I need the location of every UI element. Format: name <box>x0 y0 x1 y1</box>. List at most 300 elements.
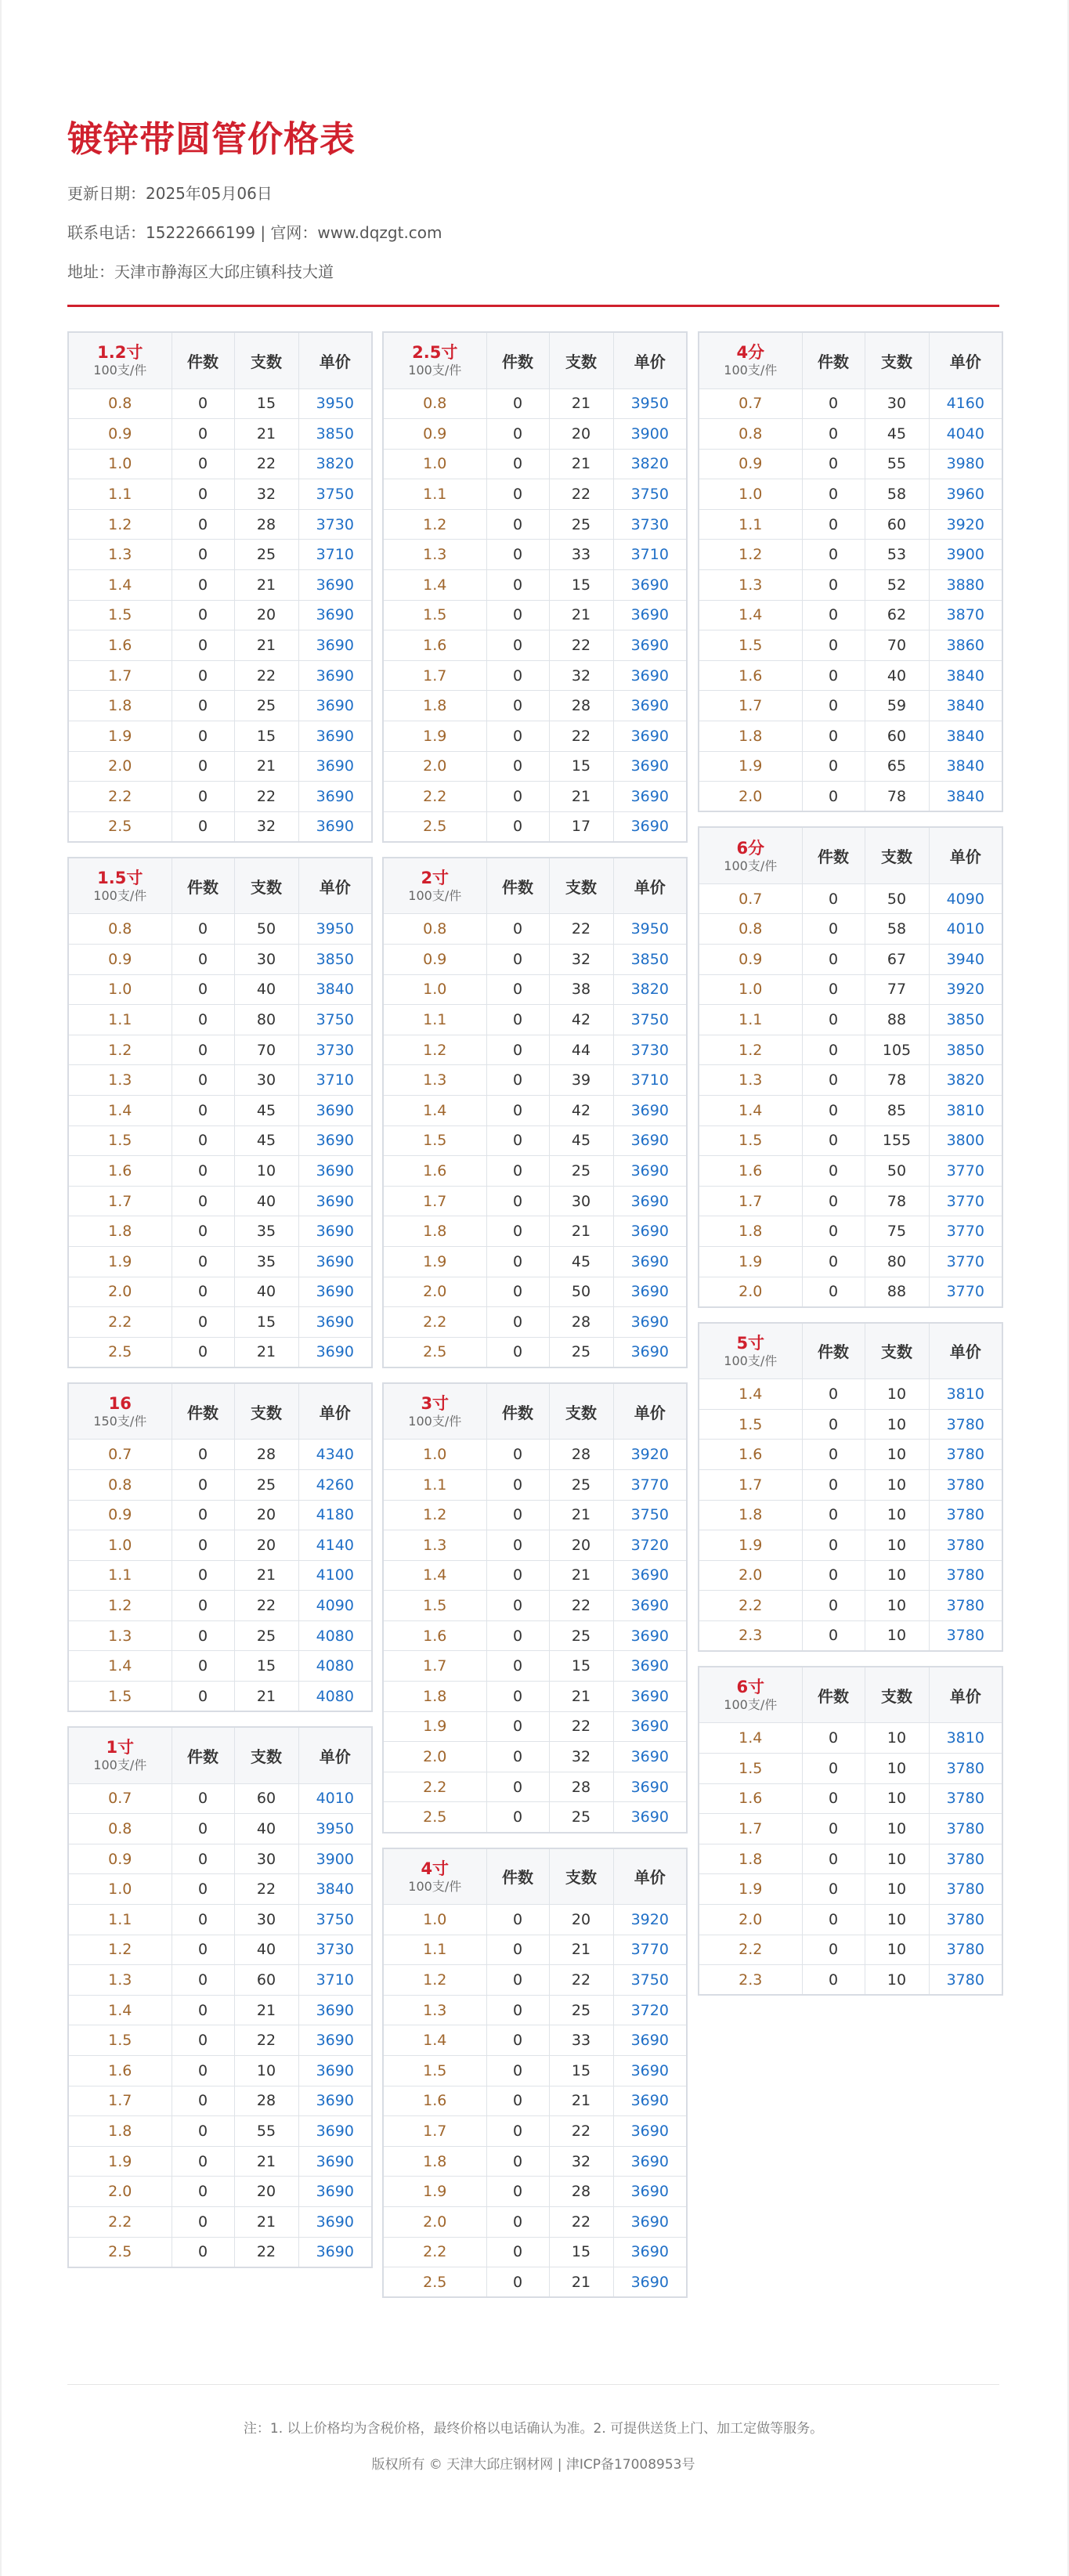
piece-count-cell: 0 <box>802 419 865 450</box>
stick-count-cell: 28 <box>549 1772 613 1802</box>
piece-count-cell: 0 <box>172 1905 234 1935</box>
stick-count-cell: 32 <box>549 945 613 975</box>
piece-count-cell: 0 <box>802 1591 865 1621</box>
table-row <box>68 1277 372 1307</box>
stick-count-cell: 10 <box>865 1905 929 1935</box>
price-table <box>382 1848 688 2299</box>
stick-count-cell: 80 <box>234 1005 298 1035</box>
piece-count-cell: 0 <box>172 1277 234 1307</box>
wall-thickness-cell: 1.6 <box>699 1440 802 1470</box>
stick-count-cell: 15 <box>549 1651 613 1682</box>
unit-price-cell: 3980 <box>929 449 1002 479</box>
table-row <box>699 1905 1002 1935</box>
wall-thickness-cell: 1.4 <box>68 570 172 601</box>
wall-thickness-cell: 1.1 <box>383 1005 486 1035</box>
stick-count-cell: 33 <box>549 2025 613 2056</box>
size-header <box>699 827 802 883</box>
piece-count-cell: 0 <box>486 570 549 601</box>
unit-price-cell: 3690 <box>613 721 687 752</box>
stick-count-cell: 25 <box>234 1620 298 1651</box>
unit-price-cell: 3840 <box>929 782 1002 812</box>
piece-count-cell: 0 <box>172 1440 234 1470</box>
stick-count-cell: 21 <box>234 1560 298 1591</box>
table-row <box>699 1065 1002 1096</box>
stick-count-cell: 10 <box>865 1560 929 1591</box>
unit-price-cell: 4260 <box>298 1469 372 1500</box>
piece-count-cell: 0 <box>486 2056 549 2086</box>
table-row <box>68 1307 372 1338</box>
unit-price-cell: 3730 <box>613 1035 687 1065</box>
piece-count-cell: 0 <box>486 1742 549 1772</box>
piece-count-cell: 0 <box>172 1935 234 1965</box>
piece-count-cell: 0 <box>486 1772 549 1802</box>
wall-thickness-cell: 2.0 <box>383 1277 486 1307</box>
wall-thickness-cell: 2.0 <box>699 782 802 812</box>
wall-thickness-cell: 0.8 <box>68 1814 172 1844</box>
table-header-row <box>68 858 372 914</box>
piece-count-cell: 0 <box>486 1530 549 1561</box>
wall-thickness-cell: 0.8 <box>699 419 802 450</box>
table-row <box>68 1905 372 1935</box>
unit-price-cell: 3690 <box>298 600 372 630</box>
stick-count-cell: 15 <box>549 2056 613 2086</box>
wall-thickness-cell: 0.7 <box>68 1440 172 1470</box>
stick-count-cell: 55 <box>234 2116 298 2147</box>
wall-thickness-cell: 1.1 <box>68 1560 172 1591</box>
unit-price-cell: 4160 <box>929 388 1002 419</box>
wall-thickness-cell: 1.9 <box>68 721 172 752</box>
stick-count-cell: 10 <box>865 1440 929 1470</box>
table-row <box>68 1965 372 1996</box>
stick-count-cell: 85 <box>865 1095 929 1125</box>
stick-count-cell: 28 <box>234 1440 298 1470</box>
table-row <box>68 1186 372 1216</box>
wall-thickness-cell: 1.7 <box>68 1186 172 1216</box>
table-row <box>68 1156 372 1187</box>
stick-count-cell: 88 <box>865 1277 929 1307</box>
wall-thickness-cell: 1.6 <box>68 630 172 661</box>
wall-thickness-cell: 0.9 <box>383 419 486 450</box>
unit-price-cell: 3690 <box>298 2146 372 2177</box>
table-row <box>383 2146 687 2177</box>
stick-count-cell: 15 <box>234 1307 298 1338</box>
piece-count-cell: 0 <box>172 974 234 1005</box>
stick-count-cell: 25 <box>549 1156 613 1187</box>
table-row <box>699 1186 1002 1216</box>
piece-count-cell: 0 <box>172 660 234 691</box>
wall-thickness-cell: 0.8 <box>68 1469 172 1500</box>
unit-price-cell: 3960 <box>929 479 1002 510</box>
wall-thickness-cell: 1.6 <box>699 1783 802 1814</box>
unit-price-cell: 3690 <box>298 1186 372 1216</box>
piece-count-cell: 0 <box>486 1469 549 1500</box>
wall-thickness-cell: 1.0 <box>383 974 486 1005</box>
wall-thickness-cell: 1.5 <box>383 2056 486 2086</box>
size-header <box>383 332 486 388</box>
unit-price-cell: 3690 <box>298 1095 372 1125</box>
table-row <box>699 1469 1002 1500</box>
unit-price-cell: 3770 <box>613 1469 687 1500</box>
wall-thickness-cell: 1.2 <box>699 540 802 570</box>
wall-thickness-cell: 1.7 <box>383 1651 486 1682</box>
stick-count-cell: 58 <box>865 914 929 945</box>
wall-thickness-cell: 1.9 <box>699 751 802 782</box>
wall-thickness-cell: 2.5 <box>383 2267 486 2298</box>
piece-count-header: 件数 <box>802 1323 865 1379</box>
table-row <box>383 1620 687 1651</box>
pipe-size-name: 3寸 <box>421 1394 450 1414</box>
unit-price-cell: 3690 <box>613 1125 687 1156</box>
stick-count-cell: 40 <box>234 1186 298 1216</box>
wall-thickness-cell: 1.5 <box>68 1125 172 1156</box>
stick-count-header: 支数 <box>865 827 929 883</box>
table-row <box>68 782 372 812</box>
table-row <box>383 1711 687 1742</box>
unit-price-cell: 3750 <box>613 1005 687 1035</box>
piece-count-cell: 0 <box>486 600 549 630</box>
table-row <box>699 1440 1002 1470</box>
piece-count-header: 件数 <box>802 827 865 883</box>
wall-thickness-cell: 2.0 <box>699 1560 802 1591</box>
wall-thickness-cell: 1.4 <box>699 1723 802 1754</box>
piece-count-cell: 0 <box>802 1783 865 1814</box>
wall-thickness-cell: 1.7 <box>383 1186 486 1216</box>
unit-price-cell: 3690 <box>613 2267 687 2298</box>
wall-thickness-cell: 1.8 <box>699 1844 802 1874</box>
stick-count-cell: 60 <box>865 721 929 752</box>
wall-thickness-cell: 2.2 <box>383 2237 486 2267</box>
stick-count-cell: 10 <box>865 1723 929 1754</box>
table-row <box>699 660 1002 691</box>
table-header-row <box>699 332 1002 388</box>
wall-thickness-cell: 0.9 <box>68 419 172 450</box>
wall-thickness-cell: 0.9 <box>699 945 802 975</box>
stick-count-cell: 22 <box>549 2116 613 2147</box>
stick-count-cell: 21 <box>549 2086 613 2116</box>
wall-thickness-cell: 1.2 <box>68 509 172 540</box>
unit-price-cell: 3780 <box>929 1469 1002 1500</box>
table-row <box>699 419 1002 450</box>
piece-count-cell: 0 <box>172 600 234 630</box>
unit-price-cell: 3780 <box>929 1560 1002 1591</box>
stick-count-cell: 30 <box>234 1844 298 1874</box>
unit-price-cell: 3780 <box>929 1440 1002 1470</box>
table-row <box>68 751 372 782</box>
unit-price-cell: 3750 <box>613 1965 687 1996</box>
piece-count-cell: 0 <box>802 540 865 570</box>
stick-count-cell: 50 <box>865 883 929 914</box>
stick-count-cell: 25 <box>234 691 298 721</box>
table-row <box>68 600 372 630</box>
wall-thickness-cell: 2.5 <box>68 1337 172 1367</box>
unit-price-cell: 3820 <box>298 449 372 479</box>
table-row <box>383 691 687 721</box>
size-header <box>68 332 172 388</box>
table-row <box>383 2206 687 2237</box>
pipe-size-name: 1.5寸 <box>97 869 143 888</box>
piece-count-cell: 0 <box>486 1277 549 1307</box>
wall-thickness-cell: 2.2 <box>383 782 486 812</box>
stick-count-cell: 21 <box>549 782 613 812</box>
stick-count-cell: 10 <box>234 2056 298 2086</box>
piece-count-cell: 0 <box>486 1216 549 1247</box>
pipe-size-name: 1寸 <box>106 1738 135 1758</box>
unit-price-cell: 3780 <box>929 1500 1002 1530</box>
unit-price-cell: 3840 <box>298 1874 372 1905</box>
stick-count-cell: 62 <box>865 600 929 630</box>
wall-thickness-cell: 1.8 <box>68 1216 172 1247</box>
pipe-pack-unit: 100支/件 <box>408 1414 462 1429</box>
wall-thickness-cell: 2.0 <box>68 751 172 782</box>
unit-price-cell: 3710 <box>298 540 372 570</box>
unit-price-cell: 3690 <box>298 1216 372 1247</box>
wall-thickness-cell: 1.9 <box>699 1246 802 1277</box>
wall-thickness-cell: 0.7 <box>68 1783 172 1814</box>
pipe-size-name: 2寸 <box>421 869 450 888</box>
stick-count-cell: 60 <box>865 509 929 540</box>
stick-count-cell: 21 <box>549 1682 613 1712</box>
table-row <box>699 1723 1002 1754</box>
unit-price-cell: 3690 <box>298 1246 372 1277</box>
stick-count-cell: 42 <box>549 1005 613 1035</box>
piece-count-cell: 0 <box>172 1307 234 1338</box>
unit-price-cell: 4090 <box>298 1591 372 1621</box>
table-row <box>68 1591 372 1621</box>
stick-count-cell: 10 <box>234 1156 298 1187</box>
stick-count-cell: 45 <box>549 1125 613 1156</box>
stick-count-cell: 22 <box>234 449 298 479</box>
wall-thickness-cell: 2.5 <box>383 1802 486 1833</box>
piece-count-cell: 0 <box>172 388 234 419</box>
table-row <box>699 1591 1002 1621</box>
table-row <box>68 1035 372 1065</box>
wall-thickness-cell: 1.2 <box>383 1500 486 1530</box>
stick-count-cell: 77 <box>865 974 929 1005</box>
wall-thickness-cell: 1.5 <box>68 600 172 630</box>
table-row <box>383 1772 687 1802</box>
table-row <box>699 1500 1002 1530</box>
stick-count-header: 支数 <box>865 332 929 388</box>
unit-price-cell: 4080 <box>298 1682 372 1712</box>
wall-thickness-cell: 2.2 <box>383 1307 486 1338</box>
piece-count-cell: 0 <box>486 1711 549 1742</box>
wall-thickness-cell: 1.3 <box>383 1065 486 1096</box>
stick-count-cell: 45 <box>234 1125 298 1156</box>
unit-price-header: 单价 <box>298 332 372 388</box>
stick-count-cell: 21 <box>549 449 613 479</box>
piece-count-cell: 0 <box>802 1530 865 1561</box>
price-table <box>382 331 688 843</box>
piece-count-cell: 0 <box>802 1440 865 1470</box>
piece-count-cell: 0 <box>486 509 549 540</box>
unit-price-cell: 3820 <box>613 449 687 479</box>
wall-thickness-cell: 1.3 <box>68 1620 172 1651</box>
unit-price-cell: 4340 <box>298 1440 372 1470</box>
piece-count-cell: 0 <box>802 1620 865 1651</box>
wall-thickness-cell: 1.7 <box>699 1814 802 1844</box>
table-row <box>383 1216 687 1247</box>
unit-price-cell: 3690 <box>613 1711 687 1742</box>
stick-count-cell: 28 <box>234 509 298 540</box>
unit-price-cell: 3900 <box>613 419 687 450</box>
piece-count-cell: 0 <box>802 660 865 691</box>
unit-price-cell: 3690 <box>298 2237 372 2267</box>
piece-count-cell: 0 <box>802 1216 865 1247</box>
wall-thickness-cell: 1.1 <box>699 1005 802 1035</box>
wall-thickness-cell: 1.2 <box>699 1035 802 1065</box>
piece-count-cell: 0 <box>486 2086 549 2116</box>
table-row <box>68 2025 372 2056</box>
wall-thickness-cell: 1.2 <box>383 1035 486 1065</box>
piece-count-cell: 0 <box>172 751 234 782</box>
size-header <box>699 332 802 388</box>
table-header-row <box>699 1323 1002 1379</box>
unit-price-cell: 3850 <box>298 419 372 450</box>
piece-count-header: 件数 <box>802 1667 865 1723</box>
wall-thickness-cell: 1.5 <box>68 2025 172 2056</box>
piece-count-header: 件数 <box>172 332 234 388</box>
table-row <box>68 509 372 540</box>
piece-count-cell: 0 <box>172 1065 234 1096</box>
piece-count-cell: 0 <box>172 1874 234 1905</box>
unit-price-cell: 3690 <box>298 2177 372 2207</box>
wall-thickness-cell: 0.8 <box>383 388 486 419</box>
stick-count-cell: 10 <box>865 1500 929 1530</box>
piece-count-cell: 0 <box>172 419 234 450</box>
pipe-pack-unit: 100支/件 <box>408 1878 462 1894</box>
piece-count-cell: 0 <box>486 1035 549 1065</box>
table-row <box>383 479 687 510</box>
stick-count-cell: 38 <box>549 974 613 1005</box>
table-row <box>383 1035 687 1065</box>
piece-count-cell: 0 <box>802 1409 865 1440</box>
unit-price-cell: 3690 <box>613 1337 687 1367</box>
piece-count-header: 件数 <box>486 1848 549 1905</box>
table-row <box>699 1005 1002 1035</box>
unit-price-cell: 3690 <box>613 570 687 601</box>
unit-price-cell: 3690 <box>298 660 372 691</box>
piece-count-cell: 0 <box>486 945 549 975</box>
stick-count-cell: 21 <box>234 2206 298 2237</box>
table-row <box>68 1095 372 1125</box>
unit-price-cell: 3690 <box>613 751 687 782</box>
wall-thickness-cell: 2.5 <box>68 2237 172 2267</box>
unit-price-cell: 3850 <box>929 1035 1002 1065</box>
unit-price-cell: 3900 <box>298 1844 372 1874</box>
wall-thickness-cell: 0.8 <box>68 388 172 419</box>
piece-count-cell: 0 <box>802 1935 865 1965</box>
unit-price-cell: 3810 <box>929 1095 1002 1125</box>
pipe-pack-unit: 100支/件 <box>724 363 778 378</box>
table-row <box>383 1905 687 1935</box>
table-row <box>68 479 372 510</box>
stick-count-cell: 10 <box>865 1591 929 1621</box>
stick-count-cell: 21 <box>549 1216 613 1247</box>
stick-count-cell: 58 <box>865 479 929 510</box>
unit-price-cell: 3690 <box>298 782 372 812</box>
stick-count-cell: 20 <box>549 419 613 450</box>
wall-thickness-cell: 1.2 <box>383 509 486 540</box>
unit-price-cell: 3840 <box>929 751 1002 782</box>
piece-count-cell: 0 <box>172 2116 234 2147</box>
piece-count-cell: 0 <box>486 1965 549 1996</box>
wall-thickness-cell: 1.5 <box>699 1754 802 1784</box>
table-row <box>699 1754 1002 1784</box>
table-row <box>699 1277 1002 1307</box>
table-row <box>68 2177 372 2207</box>
piece-count-cell: 0 <box>486 540 549 570</box>
table-row <box>68 2086 372 2116</box>
piece-count-cell: 0 <box>172 2086 234 2116</box>
wall-thickness-cell: 2.0 <box>68 2177 172 2207</box>
table-row <box>383 945 687 975</box>
stick-count-cell: 22 <box>234 782 298 812</box>
wall-thickness-cell: 0.9 <box>699 449 802 479</box>
size-header <box>68 858 172 914</box>
wall-thickness-cell: 1.7 <box>699 691 802 721</box>
piece-count-cell: 0 <box>172 630 234 661</box>
piece-count-cell: 0 <box>486 811 549 842</box>
table-row <box>383 388 687 419</box>
price-table <box>698 826 1003 1307</box>
unit-price-cell: 3750 <box>298 1005 372 1035</box>
unit-price-cell: 3780 <box>929 1935 1002 1965</box>
unit-price-cell: 3900 <box>929 540 1002 570</box>
unit-price-cell: 3710 <box>613 1065 687 1096</box>
stick-count-cell: 88 <box>865 1005 929 1035</box>
stick-count-cell: 52 <box>865 570 929 601</box>
wall-thickness-cell: 2.2 <box>699 1935 802 1965</box>
table-row <box>383 811 687 842</box>
footer-note: 注：1. 以上价格均为含税价格，最终价格以电话确认为准。2. 可提供送货上门、加工定做等服务。 <box>243 2421 824 2437</box>
wall-thickness-cell: 1.4 <box>383 2025 486 2056</box>
table-row <box>699 479 1002 510</box>
unit-price-header: 单价 <box>613 332 687 388</box>
unit-price-cell: 3690 <box>298 2025 372 2056</box>
table-row <box>68 1065 372 1096</box>
pipe-pack-unit: 100支/件 <box>93 363 147 378</box>
wall-thickness-cell: 2.2 <box>68 1307 172 1338</box>
piece-count-cell: 0 <box>486 1995 549 2025</box>
unit-price-cell: 3690 <box>298 1277 372 1307</box>
unit-price-cell: 3710 <box>298 1965 372 1996</box>
piece-count-cell: 0 <box>172 1783 234 1814</box>
stick-count-cell: 65 <box>865 751 929 782</box>
unit-price-cell: 3750 <box>298 1905 372 1935</box>
stick-count-cell: 40 <box>234 974 298 1005</box>
table-column-3 <box>698 331 1003 2010</box>
wall-thickness-cell: 2.0 <box>383 751 486 782</box>
size-header <box>383 858 486 914</box>
table-header-row <box>383 858 687 914</box>
piece-count-cell: 0 <box>172 2056 234 2086</box>
wall-thickness-cell: 1.0 <box>68 974 172 1005</box>
price-table <box>67 857 373 1368</box>
unit-price-cell: 3950 <box>298 388 372 419</box>
wall-thickness-cell: 1.7 <box>699 1469 802 1500</box>
wall-thickness-cell: 2.3 <box>699 1620 802 1651</box>
pipe-pack-unit: 150支/件 <box>93 1414 147 1429</box>
piece-count-cell: 0 <box>802 1723 865 1754</box>
wall-thickness-cell: 0.8 <box>68 914 172 945</box>
table-row <box>383 1560 687 1591</box>
contact-info: 联系电话：15222666199 | 官网：www.dqzgt.com <box>67 223 442 242</box>
unit-price-cell: 3940 <box>929 945 1002 975</box>
stick-count-cell: 22 <box>549 721 613 752</box>
unit-price-cell: 4010 <box>298 1783 372 1814</box>
table-row <box>68 914 372 945</box>
piece-count-cell: 0 <box>172 1500 234 1530</box>
